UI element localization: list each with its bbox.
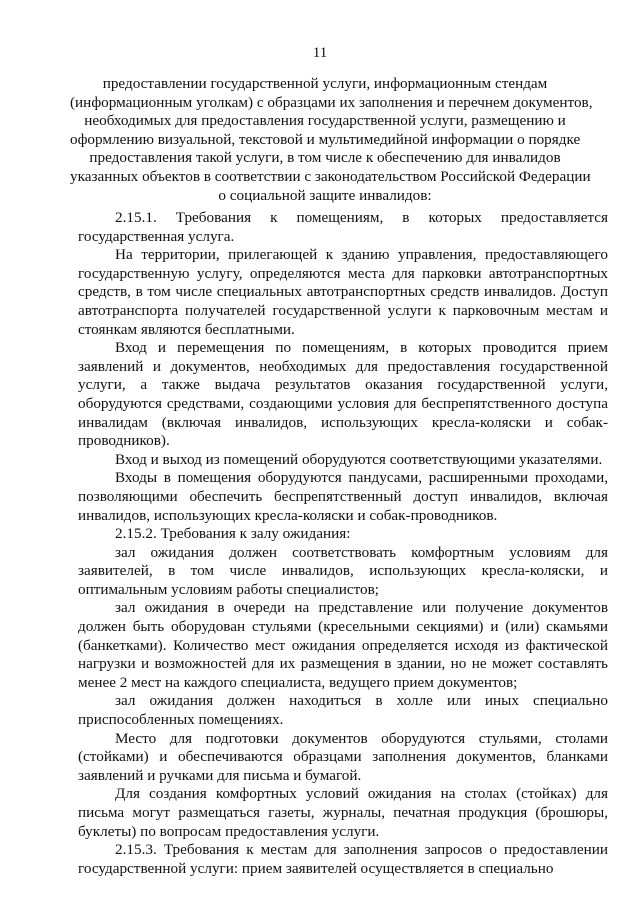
paragraph-document-prep: Место для подготовки документов оборудуются стульями, столами (стойками) и обеспечиваются образцами заполнения документов, бланками заявлений и ручками для письма и бумагой. [78, 729, 608, 784]
body-text [78, 209, 608, 878]
paragraph-entrance-access: Вход и перемещения по помещениям, в которых проводится прием заявлений и документов, необходимых для предоставления государственной услуги, а также выдача результатов оказания государственной услуги, оборудуются средствами, создающими условия для беспрепятственного доступа инвалидам (включая инвалидов, использующих кресла-коляски и собак-проводников). [78, 339, 608, 450]
paragraph-2-15-1: 2.15.1. Требования к помещениям, в которых предоставляется государственная услуга. [78, 209, 608, 245]
heading-line: необходимых для предоставления государственной услуги, размещению и [84, 112, 566, 130]
paragraph-waiting-location: зал ожидания должен находиться в холле или иных специально приспособленных помещениях. [78, 692, 608, 729]
heading-line: (информационным уголкам) с образцами их заполнения и перечнем документов, [70, 93, 593, 111]
paragraph-2-15-2: 2.15.2. Требования к залу ожидания: [115, 525, 351, 543]
heading-line: о социальной защите инвалидов: [218, 186, 432, 204]
heading-line: оформлению визуальной, текстовой и мультимедийной информации о порядке [70, 130, 581, 148]
section-heading [70, 75, 593, 205]
paragraph-signage: Вход и выход из помещений оборудуются соответствующими указателями. [115, 450, 603, 468]
paragraph-waiting-comfort: зал ожидания должен соответствовать комфортным условиям для заявителей, в том числе инвалидов, использующих кресла-коляски, и оптимальным условиям работы специалистов; [78, 543, 608, 598]
heading-line: предоставления такой услуги, в том числе к обеспечению для инвалидов [89, 149, 561, 167]
paragraph-2-15-3: 2.15.3. Требования к местам для заполнения запросов о предоставлении государственной услуги: прием заявителей осуществляется в специально [78, 841, 608, 877]
page-number: 11 [312, 45, 328, 61]
paragraph-waiting-seating: зал ожидания в очереди на представление или получение документов должен быть оборудован стульями (кресельными секциями) и (или) скамьями (банкетками). Количество мест ожидания определяется исходя из фактической нагрузки и возможностей для их размещения в здании, но не может составлять менее 2 мест на каждого специалиста, ведущего прием документов; [78, 599, 608, 691]
paragraph-parking: На территории, прилегающей к зданию управления, предоставляющего государственную услугу, определяются места для парковки автотранспортных средств, в том числе специальных автотранспортных средств инвалидов. Доступ автотранспорта получателей государственной услуги к парковочным местам и стоянкам являются бесплатными. [78, 246, 608, 338]
paragraph-ramps: Входы в помещения оборудуются пандусами, расширенными проходами, позволяющими обеспечить беспрепятственный доступ инвалидов, включая инвалидов, использующих кресла-коляски и собак-проводников. [78, 469, 608, 524]
paragraph-printed-materials: Для создания комфортных условий ожидания на столах (стойках) для письма могут размещаться газеты, журналы, печатная продукция (брошюры, буклеты) по вопросам предоставления услуги. [78, 785, 608, 840]
heading-line: предоставлении государственной услуги, информационным стендам [102, 75, 548, 92]
heading-line: указанных объектов в соответствии с законодательством Российской Федерации [70, 167, 591, 185]
